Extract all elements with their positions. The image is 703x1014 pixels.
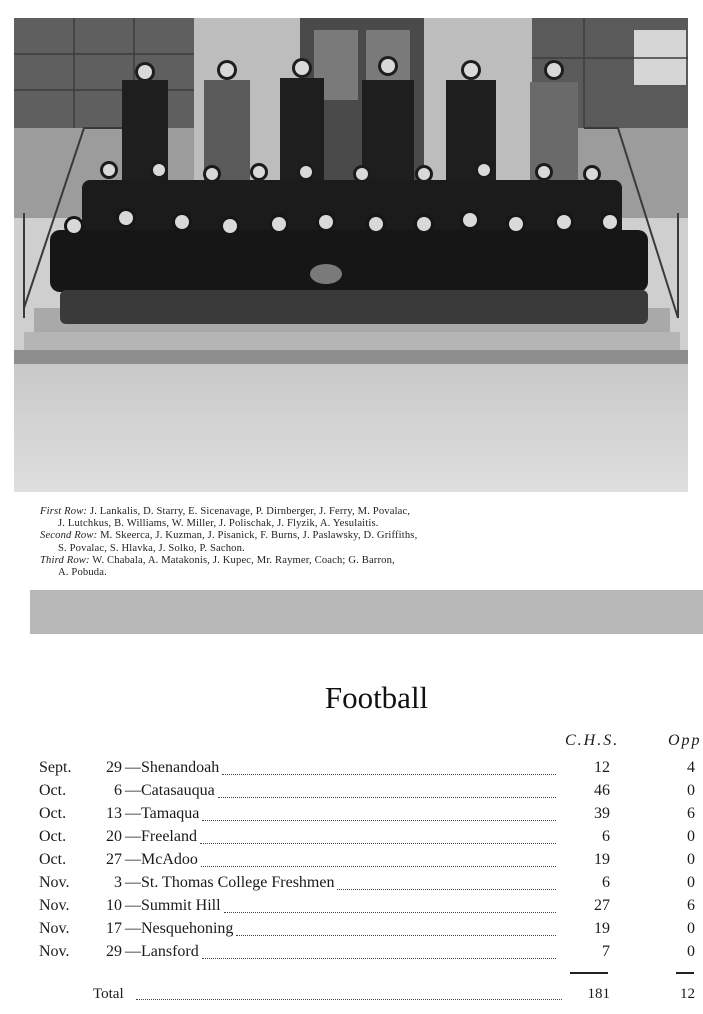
opponent-name: —Lansford	[125, 943, 199, 960]
schedule-row	[0, 851, 703, 873]
column-header-chs: C.H.S.	[565, 732, 620, 749]
game-month: Oct.	[39, 782, 67, 799]
leader-dots	[200, 843, 556, 844]
schedule-row	[0, 828, 703, 850]
schedule-row	[0, 805, 703, 827]
total-chs: 181	[587, 986, 610, 1002]
schedule-row	[0, 897, 703, 919]
leader-dots	[202, 820, 556, 821]
first-row-names: J. Lankalis, D. Starry, E. Sicenavage, P. Dirnberger, J. Ferry, M. Povalac,	[89, 506, 411, 517]
team-photo	[14, 18, 688, 492]
chs-score: 39	[594, 805, 610, 822]
opponent-name: —Nesquehoning	[125, 920, 234, 937]
opponent-score: 0	[687, 828, 695, 845]
schedule-row	[0, 920, 703, 942]
opponent-score: 6	[687, 897, 695, 914]
game-month: Sept.	[39, 759, 72, 776]
leader-dots	[218, 797, 556, 798]
game-day: 3	[114, 874, 122, 891]
second-row-names: M. Skeerca, J. Kuzman, J. Pisanick, F. Burns, J. Paslawsky, D. Griffiths,	[100, 530, 418, 542]
game-month: Oct.	[39, 828, 67, 845]
caption-line	[40, 506, 672, 518]
leader-dots	[224, 912, 556, 913]
game-day: 29	[106, 943, 122, 960]
schedule-row	[0, 943, 703, 965]
chs-score: 6	[602, 874, 610, 891]
caption-line	[40, 530, 672, 542]
second-row-names-cont: S. Povalac, S. Hlavka, J. Solko, P. Sachon.	[58, 542, 245, 554]
chs-score: 12	[594, 759, 610, 776]
caption-line	[40, 555, 672, 567]
total-leader-dots	[136, 999, 562, 1000]
game-day: 20	[106, 828, 122, 845]
game-month: Nov.	[39, 943, 70, 960]
opponent-name: —Freeland	[125, 828, 197, 845]
leader-dots	[201, 866, 556, 867]
opponent-name: —Tamaqua	[125, 805, 200, 822]
chs-score: 19	[594, 851, 610, 868]
chs-score: 19	[594, 920, 610, 937]
page-divider-band	[30, 590, 703, 634]
game-day: 10	[106, 897, 122, 914]
opponent-score: 0	[687, 782, 695, 799]
leader-dots	[337, 889, 556, 890]
opponent-score: 0	[687, 851, 695, 868]
opponent-name: —McAdoo	[125, 851, 198, 868]
leader-dots	[236, 935, 556, 936]
section-title: Football	[324, 680, 429, 715]
game-month: Nov.	[39, 920, 70, 937]
opponent-name: —St. Thomas College Freshmen	[125, 874, 335, 891]
total-label: Total	[93, 986, 124, 1002]
team-roster-caption	[40, 506, 672, 579]
opponent-name: —Summit Hill	[125, 897, 221, 914]
leader-dots	[222, 774, 556, 775]
caption-line	[40, 518, 672, 530]
schedule-row	[0, 759, 703, 781]
total-opp: 12	[680, 986, 695, 1002]
team-photo-image	[14, 18, 688, 492]
third-row-names: W. Chabala, A. Matakonis, J. Kupec, Mr. Raymer, Coach; G. Barron,	[92, 554, 395, 566]
game-day: 6	[114, 782, 122, 799]
opponent-score: 0	[687, 920, 695, 937]
opponent-name: —Catasauqua	[125, 782, 215, 799]
third-row-label: Third Row:	[40, 554, 90, 566]
schedule-row	[0, 874, 703, 896]
opponent-score: 0	[687, 943, 695, 960]
game-month: Oct.	[39, 851, 67, 868]
opponent-score: 0	[687, 874, 695, 891]
second-row-label: Second Row:	[40, 530, 98, 542]
chs-score: 6	[602, 828, 610, 845]
game-day: 29	[106, 759, 122, 776]
third-row-names-cont: A. Pobuda.	[58, 567, 107, 579]
game-month: Nov.	[39, 897, 70, 914]
chs-score: 27	[594, 897, 610, 914]
game-day: 13	[106, 805, 122, 822]
caption-line	[40, 567, 672, 579]
first-row-label: First Row:	[40, 506, 88, 517]
chs-score: 7	[602, 943, 610, 960]
game-day: 17	[106, 920, 122, 937]
total-rule-opp	[676, 972, 694, 974]
schedule-row	[0, 782, 703, 804]
leader-dots	[202, 958, 556, 959]
caption-line	[40, 543, 672, 555]
column-header-opp: Opp	[668, 732, 702, 749]
opponent-score: 4	[687, 759, 695, 776]
game-month: Oct.	[39, 805, 67, 822]
first-row-names-cont: J. Lutchkus, B. Williams, W. Miller, J. Polischak, J. Flyzik, A. Yesulaitis.	[58, 518, 379, 530]
total-rule-chs	[570, 972, 608, 974]
opponent-name: —Shenandoah	[125, 759, 220, 776]
opponent-score: 6	[687, 805, 695, 822]
chs-score: 46	[594, 782, 610, 799]
game-month: Nov.	[39, 874, 70, 891]
game-day: 27	[106, 851, 122, 868]
